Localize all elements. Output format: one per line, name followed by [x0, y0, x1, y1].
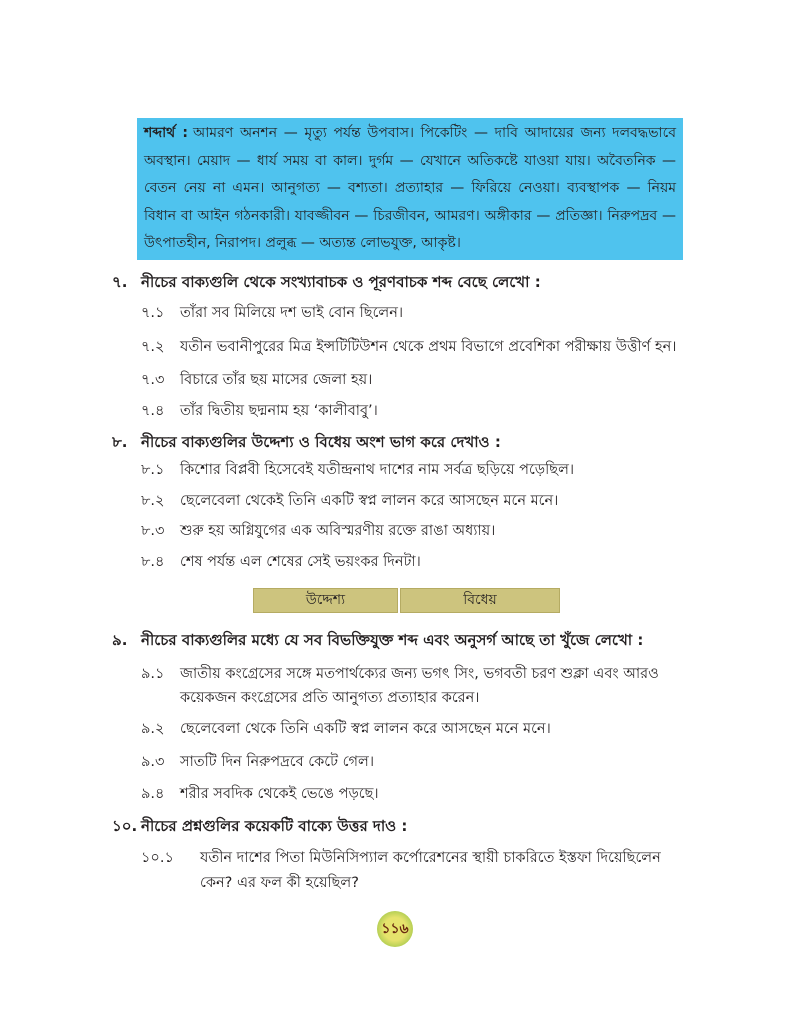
section-heading-text: নীচের বাক্যগুলির উদ্দেশ্য ও বিধেয় অংশ ভাগ করে দেখাও : — [141, 433, 501, 451]
question-number: ৭.৩ — [141, 372, 165, 388]
question-number: ৭.৪ — [141, 403, 165, 419]
question-number: ১০.১ — [141, 850, 174, 866]
glossary-text: আমরণ অনশন — মৃত্যু পর্যন্ত উপবাস। পিকেটিং — দাবি আদায়ের জন্য দলবদ্ধভাবে অবস্থান। মেয়াদ — ধার্য সময় বা কাল। দুর্গম — যেখানে অতিকষ্টে যাওয়া যায়। অবৈতনিক — বেতন নেয় না এমন। আনুগত্য — বশ্যতা। প্রত্যাহার — ফিরিয়ে নেওয়া। ব্যবস্থাপক — নিয়ম বিধান বা আইন গঠনকারী। যাবজ্জীবন — চিরজীবন, আমরণ। অঙ্গীকার — প্রতিজ্ঞা। নিরুপদ্রব — উৎপাতহীন, নিরাপদ। প্রলুব্ধ — অত্যন্ত লোভযুক্ত, আকৃষ্ট। — [144, 125, 676, 251]
section-heading-9 — [0, 627, 683, 653]
table-header-subject: উদ্দেশ্য — [253, 588, 398, 613]
question-text: ছেলেবেলা থেকে তিনি একটি স্বপ্ন লালন করে আসছেন মনে মনে। — [180, 721, 551, 737]
section-number: ৯. — [112, 631, 128, 649]
question-item — [0, 550, 683, 574]
question-item — [0, 489, 683, 513]
question-number: ৮.২ — [141, 493, 165, 509]
table-header-predicate: বিধেয় — [400, 588, 560, 613]
question-text: ছেলেবেলা থেকেই তিনি একটি স্বপ্ন লালন করে আসছেন মনে মনে। — [180, 493, 559, 509]
page-content — [0, 118, 791, 947]
question-number: ৭.১ — [141, 305, 165, 321]
question-text: যতীন দাশের পিতা মিউনিসিপ্যাল কর্পোরেশনের স্থায়ী চাকরিতে ইস্তফা দিয়েছিলেন কেন? এর ফল কী হয়েছিল? — [200, 850, 661, 891]
question-item — [0, 717, 683, 741]
subject-predicate-table — [253, 588, 560, 613]
question-number: ৯.৩ — [141, 754, 165, 770]
section-heading-text: নীচের বাক্যগুলির মধ্যে যে সব বিভক্তিযুক্ত শব্দ এবং অনুসর্গ আছে তা খুঁজে লেখো : — [141, 631, 644, 649]
question-number: ৯.২ — [141, 721, 165, 737]
question-item — [0, 335, 683, 359]
question-number: ৭.২ — [141, 339, 165, 355]
section-number: ৮. — [112, 433, 128, 451]
question-text: শরীর সবদিক থেকেই ভেঙে পড়ছে। — [180, 786, 379, 802]
section-number: ৭. — [112, 273, 128, 291]
question-text: তাঁরা সব মিলিয়ে দশ ভাই বোন ছিলেন। — [180, 305, 404, 321]
question-number: ৮.৪ — [141, 554, 165, 570]
question-number: ৮.৩ — [141, 523, 165, 539]
glossary-label: শব্দার্থ : — [144, 125, 188, 141]
question-item — [0, 782, 683, 806]
section-heading-10 — [0, 813, 683, 839]
section-heading-text: নীচের বাক্যগুলি থেকে সংখ্যাবাচক ও পূরণবাচক শব্দ বেছে লেখো : — [141, 273, 541, 291]
question-item — [0, 399, 683, 423]
page-number-badge: ১১৬ — [377, 911, 413, 947]
question-number: ৯.১ — [141, 666, 165, 682]
question-item — [0, 368, 683, 392]
question-item — [0, 458, 683, 482]
question-item — [0, 519, 683, 543]
question-item — [0, 846, 683, 896]
question-text: জাতীয় কংগ্রেসের সঙ্গে মতপার্থক্যের জন্য ভগৎ সিং, ভগবতী চরণ শুক্লা এবং আরও কয়েকজন কংগ্রেসের প্রতি আনুগত্য প্রত্যাহার করেন। — [180, 666, 659, 706]
question-text: তাঁর দ্বিতীয় ছদ্মনাম হয় ‘কালীবাবু’। — [180, 403, 378, 419]
question-text: শুরু হয় অগ্নিযুগের এক অবিস্মরণীয় রক্তে রাঙা অধ্যায়। — [180, 523, 496, 539]
question-text: যতীন ভবানীপুরের মিত্র ইন্সটিটিউশন থেকে প্রথম বিভাগে প্রবেশিকা পরীক্ষায় উত্তীর্ণ হন। — [180, 339, 677, 355]
question-text: শেষ পর্যন্ত এল শেষের সেই ভয়ংকর দিনটা। — [180, 554, 421, 570]
question-number: ৯.৪ — [141, 786, 165, 802]
question-item — [0, 662, 683, 710]
question-text: বিচারে তাঁর ছয় মাসের জেলা হয়। — [180, 372, 373, 388]
section-heading-7 — [0, 269, 683, 295]
question-number: ৮.১ — [141, 462, 165, 478]
section-heading-text: নীচের প্রশ্নগুলির কয়েকটি বাক্যে উত্তর দাও : — [141, 817, 408, 835]
question-text: কিশোর বিপ্লবী হিসেবেই যতীন্দ্রনাথ দাশের নাম সর্বত্র ছড়িয়ে পড়েছিল। — [180, 462, 575, 478]
question-item — [0, 301, 683, 325]
section-number: ১০. — [112, 817, 138, 835]
glossary-box — [137, 118, 683, 260]
section-heading-8 — [0, 429, 683, 455]
question-item — [0, 750, 683, 774]
question-text: সাতটি দিন নিরুপদ্রবে কেটে গেল। — [180, 754, 375, 770]
